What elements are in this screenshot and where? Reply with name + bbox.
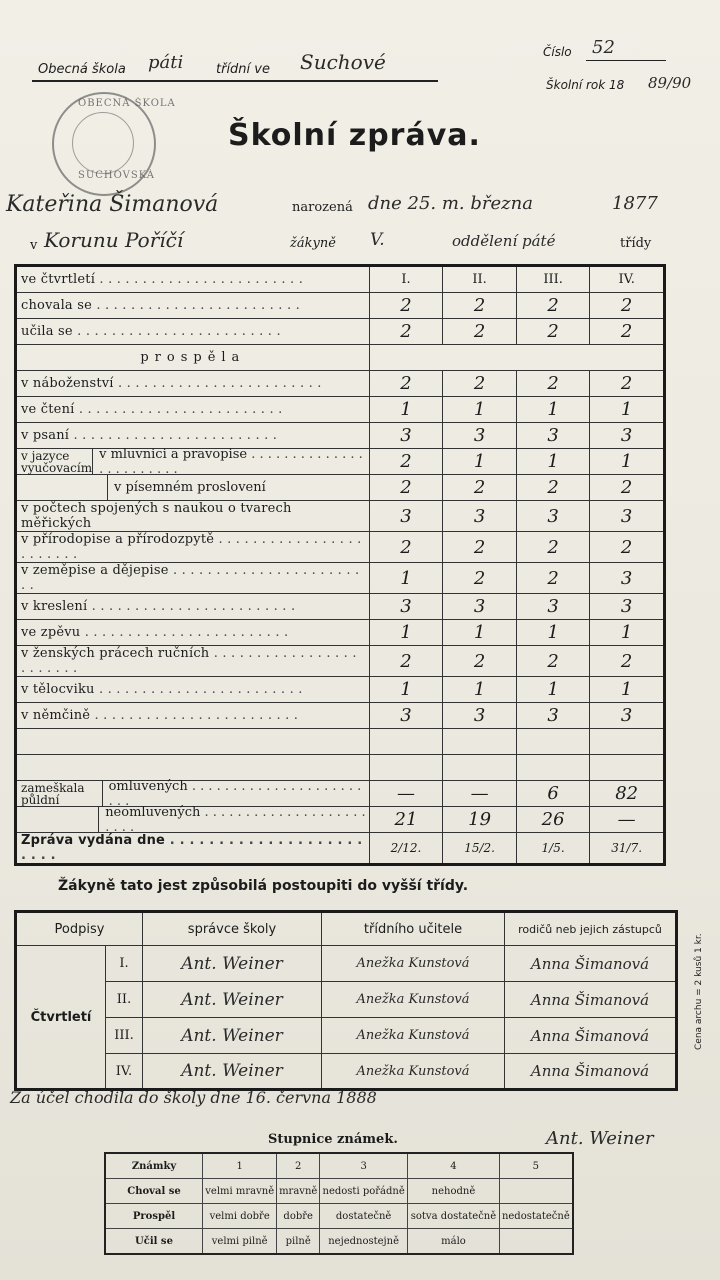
grade-cell: 2	[443, 646, 517, 677]
scale-cell: dostatečně	[320, 1204, 408, 1229]
scale-row-label: Choval se	[105, 1179, 203, 1204]
document-title: Školní zpráva.	[228, 118, 481, 153]
scale-cell: velmi pilně	[203, 1229, 277, 1255]
empty-row	[16, 729, 665, 755]
subject-row	[16, 501, 665, 532]
grade-cell: 1	[516, 677, 589, 703]
quarters-label: ve čtvrtletí . . .	[16, 266, 370, 293]
grades-table	[14, 264, 666, 866]
scale-head: Známky	[105, 1153, 203, 1179]
scale-row	[105, 1229, 573, 1255]
born-year-hand: 1877	[612, 193, 658, 214]
signature-row	[16, 1054, 677, 1090]
scale-head: 3	[320, 1153, 408, 1179]
quarter-1-header: I.	[369, 266, 443, 293]
grade-cell: 2	[369, 319, 443, 345]
parent-signature: Anna Šimanová	[505, 982, 677, 1018]
empty-cell	[516, 729, 589, 755]
subject-row	[16, 677, 665, 703]
grade-cell: 3	[443, 594, 517, 620]
grade-cell: 2	[590, 319, 665, 345]
grade-cell: 3	[590, 501, 665, 532]
grade-cell: 2	[443, 563, 517, 594]
unexcused-label: neomluvených . . .	[99, 805, 368, 835]
place-hand: Korunu Poříčí	[44, 228, 184, 252]
scale-cell	[499, 1229, 573, 1255]
born-label: narozená	[292, 200, 353, 215]
grade-cell: 3	[516, 423, 589, 449]
stamp-text-top: OBECNÁ ŠKOLA	[78, 98, 176, 109]
signature-row	[16, 946, 677, 982]
number-label: Číslo	[543, 45, 572, 59]
subject-label: v náboženství . . .	[16, 371, 370, 397]
empty-cell	[16, 729, 370, 755]
scale-cell: nehodně	[408, 1179, 499, 1204]
empty-cell	[590, 755, 665, 781]
quarter-3-header: III.	[516, 266, 589, 293]
parent-signature: Anna Šimanová	[505, 1018, 677, 1054]
scale-head: 1	[203, 1153, 277, 1179]
issued-date: 15/2.	[443, 833, 517, 865]
grade-cell: 3	[590, 563, 665, 594]
subject-row	[16, 423, 665, 449]
grade-cell: 2	[590, 532, 665, 563]
subject-row	[16, 397, 665, 423]
grade-cell: 3	[590, 423, 665, 449]
grade-cell: 3	[443, 423, 517, 449]
subject-row	[16, 620, 665, 646]
row-label: chovala se . . .	[16, 293, 370, 319]
promotion-text: Žákyně tato jest způsobilá postoupiti do vyšší třídy.	[58, 878, 469, 894]
grade-cell: 1	[590, 397, 665, 423]
subject-label: ve čtení . . .	[16, 397, 370, 423]
parent-signature: Anna Šimanová	[505, 1054, 677, 1090]
grade-cell: 2	[516, 371, 589, 397]
admin-signature: Ant. Weiner	[143, 1018, 322, 1054]
school-town-hand: Suchové	[300, 50, 386, 74]
grade-cell: 1	[443, 620, 517, 646]
subject-row	[16, 703, 665, 729]
year-hand: 89/90	[648, 74, 692, 92]
quarter-number: II.	[106, 982, 143, 1018]
quarter-number: I.	[106, 946, 143, 982]
pupil-label: žákyně	[290, 236, 336, 251]
stamp-inner-ring	[72, 112, 134, 174]
absence-label-spacer	[17, 807, 99, 832]
grade-cell: 3	[516, 501, 589, 532]
subject-row	[16, 371, 665, 397]
empty-cell	[16, 755, 370, 781]
absence-cell: 26	[516, 807, 589, 833]
grade-cell: 2	[516, 563, 589, 594]
grade-cell: 2	[369, 475, 443, 501]
grade-cell: 2	[516, 475, 589, 501]
signatures-table	[14, 910, 678, 1091]
language-sublabel: v mluvnici a pravopise . . .	[93, 447, 369, 477]
issued-label: Zpráva vydána dne . . .	[16, 833, 370, 865]
signature-row	[16, 982, 677, 1018]
subject-label: v zeměpise a dějepise . . .	[16, 563, 370, 594]
grade-cell: 1	[516, 449, 589, 475]
grade-cell: 2	[369, 532, 443, 563]
subject-label: v němčině . . .	[16, 703, 370, 729]
scale-cell: nedosti pořádně	[320, 1179, 408, 1204]
grade-cell: 1	[369, 677, 443, 703]
school-label: Obecná škola	[38, 62, 126, 77]
language-sublabel: v písemném proslovení	[114, 480, 266, 495]
subject-label: v tělocviku . . .	[16, 677, 370, 703]
grade-cell: 2	[516, 319, 589, 345]
grade-cell: 3	[369, 594, 443, 620]
grade-cell: 1	[443, 397, 517, 423]
admin-signature: Ant. Weiner	[143, 1054, 322, 1090]
grade-cell: 1	[516, 620, 589, 646]
prospela-row	[16, 345, 665, 371]
grade-cell: 2	[590, 646, 665, 677]
absence-cell	[16, 804, 370, 833]
admin-signature: Ant. Weiner	[143, 982, 322, 1018]
prospela-label: prospěla	[16, 345, 370, 371]
scale-cell: mravně	[277, 1179, 320, 1204]
grade-cell: 2	[443, 371, 517, 397]
header-underline	[32, 80, 438, 82]
signatures-header-row	[16, 912, 677, 946]
empty-cell	[369, 729, 443, 755]
grade-cell: 2	[443, 319, 517, 345]
scale-cell: pilně	[277, 1229, 320, 1255]
subject-label: ve zpěvu . . .	[16, 620, 370, 646]
issued-date: 2/12.	[369, 833, 443, 865]
empty-row	[16, 755, 665, 781]
grade-cell: 3	[369, 501, 443, 532]
year-label: Školní rok 18	[546, 78, 625, 92]
teacher-signature: Anežka Kunstová	[322, 1018, 505, 1054]
school-class-hand: páti	[148, 52, 184, 73]
absence-cell: —	[369, 781, 443, 807]
scale-title: Stupnice známek.	[268, 1132, 398, 1147]
empty-cell	[516, 755, 589, 781]
subject-label: v psaní . . .	[16, 423, 370, 449]
number-hand: 52	[592, 37, 615, 58]
grade-row	[16, 319, 665, 345]
grade-cell: 3	[369, 423, 443, 449]
quarter-label: Čtvrtletí	[16, 946, 106, 1090]
scale-head: 4	[408, 1153, 499, 1179]
scale-row-label: Prospěl	[105, 1204, 203, 1229]
scale-cell: nedostatečně	[499, 1204, 573, 1229]
grade-cell: 2	[443, 293, 517, 319]
absence-cell: 6	[516, 781, 589, 807]
grade-cell: 2	[369, 449, 443, 475]
class-label: třídy	[620, 236, 652, 251]
parent-header: rodičů neb jejich zástupců	[505, 912, 677, 946]
language-row	[16, 449, 665, 475]
grade-cell: 2	[369, 646, 443, 677]
number-underline	[586, 60, 666, 61]
subject-label: v přírodopise a přírodozpytě . . .	[16, 532, 370, 563]
grade-cell: 2	[443, 475, 517, 501]
grade-cell: 3	[443, 703, 517, 729]
grade-cell: 1	[590, 449, 665, 475]
grade-cell: 3	[590, 594, 665, 620]
scale-row-label: Učil se	[105, 1229, 203, 1255]
grade-cell: 2	[516, 646, 589, 677]
grade-cell: 3	[443, 501, 517, 532]
teacher-header: třídního učitele	[322, 912, 505, 946]
grade-cell: 1	[369, 397, 443, 423]
row-label: učila se . . .	[16, 319, 370, 345]
excused-label: omluvených . . .	[103, 779, 369, 809]
grade-cell: 2	[590, 371, 665, 397]
grade-cell: 2	[369, 371, 443, 397]
grade-cell: 2	[369, 293, 443, 319]
grade-cell: 3	[516, 594, 589, 620]
admin-signature: Ant. Weiner	[143, 946, 322, 982]
grade-cell: 3	[516, 703, 589, 729]
empty-cell	[443, 729, 517, 755]
subject-row	[16, 532, 665, 563]
grade-row	[16, 293, 665, 319]
grade-scale-table	[104, 1152, 574, 1255]
subject-row	[16, 594, 665, 620]
grade-cell: 1	[369, 563, 443, 594]
pupil-grade-hand: V.	[370, 230, 385, 250]
empty-cell	[590, 729, 665, 755]
quarter-number: III.	[106, 1018, 143, 1054]
grade-cell: 3	[590, 703, 665, 729]
absence-cell: 82	[590, 781, 665, 807]
language-row	[16, 475, 665, 501]
issued-date: 1/5.	[516, 833, 589, 865]
grade-cell: 2	[443, 532, 517, 563]
teacher-signature: Anežka Kunstová	[322, 982, 505, 1018]
issued-row	[16, 833, 665, 865]
scale-cell: málo	[408, 1229, 499, 1255]
subject-label: v kreslení . . .	[16, 594, 370, 620]
department-label: oddělení páté	[452, 232, 556, 250]
scale-cell: velmi dobře	[203, 1204, 277, 1229]
grade-cell: 2	[590, 293, 665, 319]
language-row-cell	[16, 475, 370, 501]
signatures-label: Podpisy	[16, 912, 143, 946]
subject-label: v ženských prácech ručních . . .	[16, 646, 370, 677]
absence-cell: —	[590, 807, 665, 833]
price-note: Cena archu = 2 kusů 1 kr.	[694, 933, 704, 1050]
absence-cell: 21	[369, 807, 443, 833]
scale-head: 5	[499, 1153, 573, 1179]
scale-cell	[499, 1179, 573, 1204]
absence-cell: 19	[443, 807, 517, 833]
scale-row	[105, 1179, 573, 1204]
excused-row	[16, 781, 665, 807]
signature-row	[16, 1018, 677, 1054]
parent-signature: Anna Šimanová	[505, 946, 677, 982]
footer-signature: Ant. Weiner	[546, 1128, 654, 1149]
grade-cell: 1	[443, 449, 517, 475]
pupil-name-hand: Kateřina Šimanová	[6, 192, 219, 217]
quarter-2-header: II.	[443, 266, 517, 293]
language-label-spacer	[17, 475, 108, 500]
grade-cell: 2	[516, 532, 589, 563]
scale-head: 2	[277, 1153, 320, 1179]
school-class-label: třídní ve	[216, 62, 270, 77]
grade-cell: 3	[369, 703, 443, 729]
footer-note: Za účel chodila do školy dne 16. června 1888	[10, 1088, 377, 1107]
quarter-4-header: IV.	[590, 266, 665, 293]
quarter-number: IV.	[106, 1054, 143, 1090]
scale-header-row	[105, 1153, 573, 1179]
subject-row	[16, 646, 665, 677]
grade-cell: 2	[516, 293, 589, 319]
grade-cell: 2	[590, 475, 665, 501]
absence-cell: —	[443, 781, 517, 807]
grade-cell: 1	[590, 677, 665, 703]
subject-label: v počtech spojených s naukou o tvarech měřických	[16, 501, 370, 532]
scale-cell: velmi mravně	[203, 1179, 277, 1204]
scale-cell: nejednostejně	[320, 1229, 408, 1255]
subject-row	[16, 563, 665, 594]
born-date-hand: dne 25. m. března	[368, 193, 533, 214]
language-row-cell	[16, 446, 370, 475]
empty-cell	[369, 755, 443, 781]
stamp-text-bottom: SUCHOVSKÁ	[78, 170, 156, 181]
quarters-header-row	[16, 266, 665, 293]
grade-cell: 1	[369, 620, 443, 646]
grade-cell: 1	[516, 397, 589, 423]
scale-cell: dobře	[277, 1204, 320, 1229]
grade-cell: 1	[443, 677, 517, 703]
issued-date: 31/7.	[590, 833, 665, 865]
absence-label: zameškala půldní	[17, 781, 103, 806]
grade-cell: 1	[590, 620, 665, 646]
admin-header: správce školy	[143, 912, 322, 946]
in-label: v	[30, 238, 38, 253]
absence-cell	[16, 778, 370, 807]
teacher-signature: Anežka Kunstová	[322, 946, 505, 982]
scale-cell: sotva dostatečně	[408, 1204, 499, 1229]
prospela-blank	[369, 345, 664, 371]
scale-row	[105, 1204, 573, 1229]
language-label: v jazyce vyučovacím	[17, 449, 93, 474]
teacher-signature: Anežka Kunstová	[322, 1054, 505, 1090]
empty-cell	[443, 755, 517, 781]
unexcused-row	[16, 807, 665, 833]
